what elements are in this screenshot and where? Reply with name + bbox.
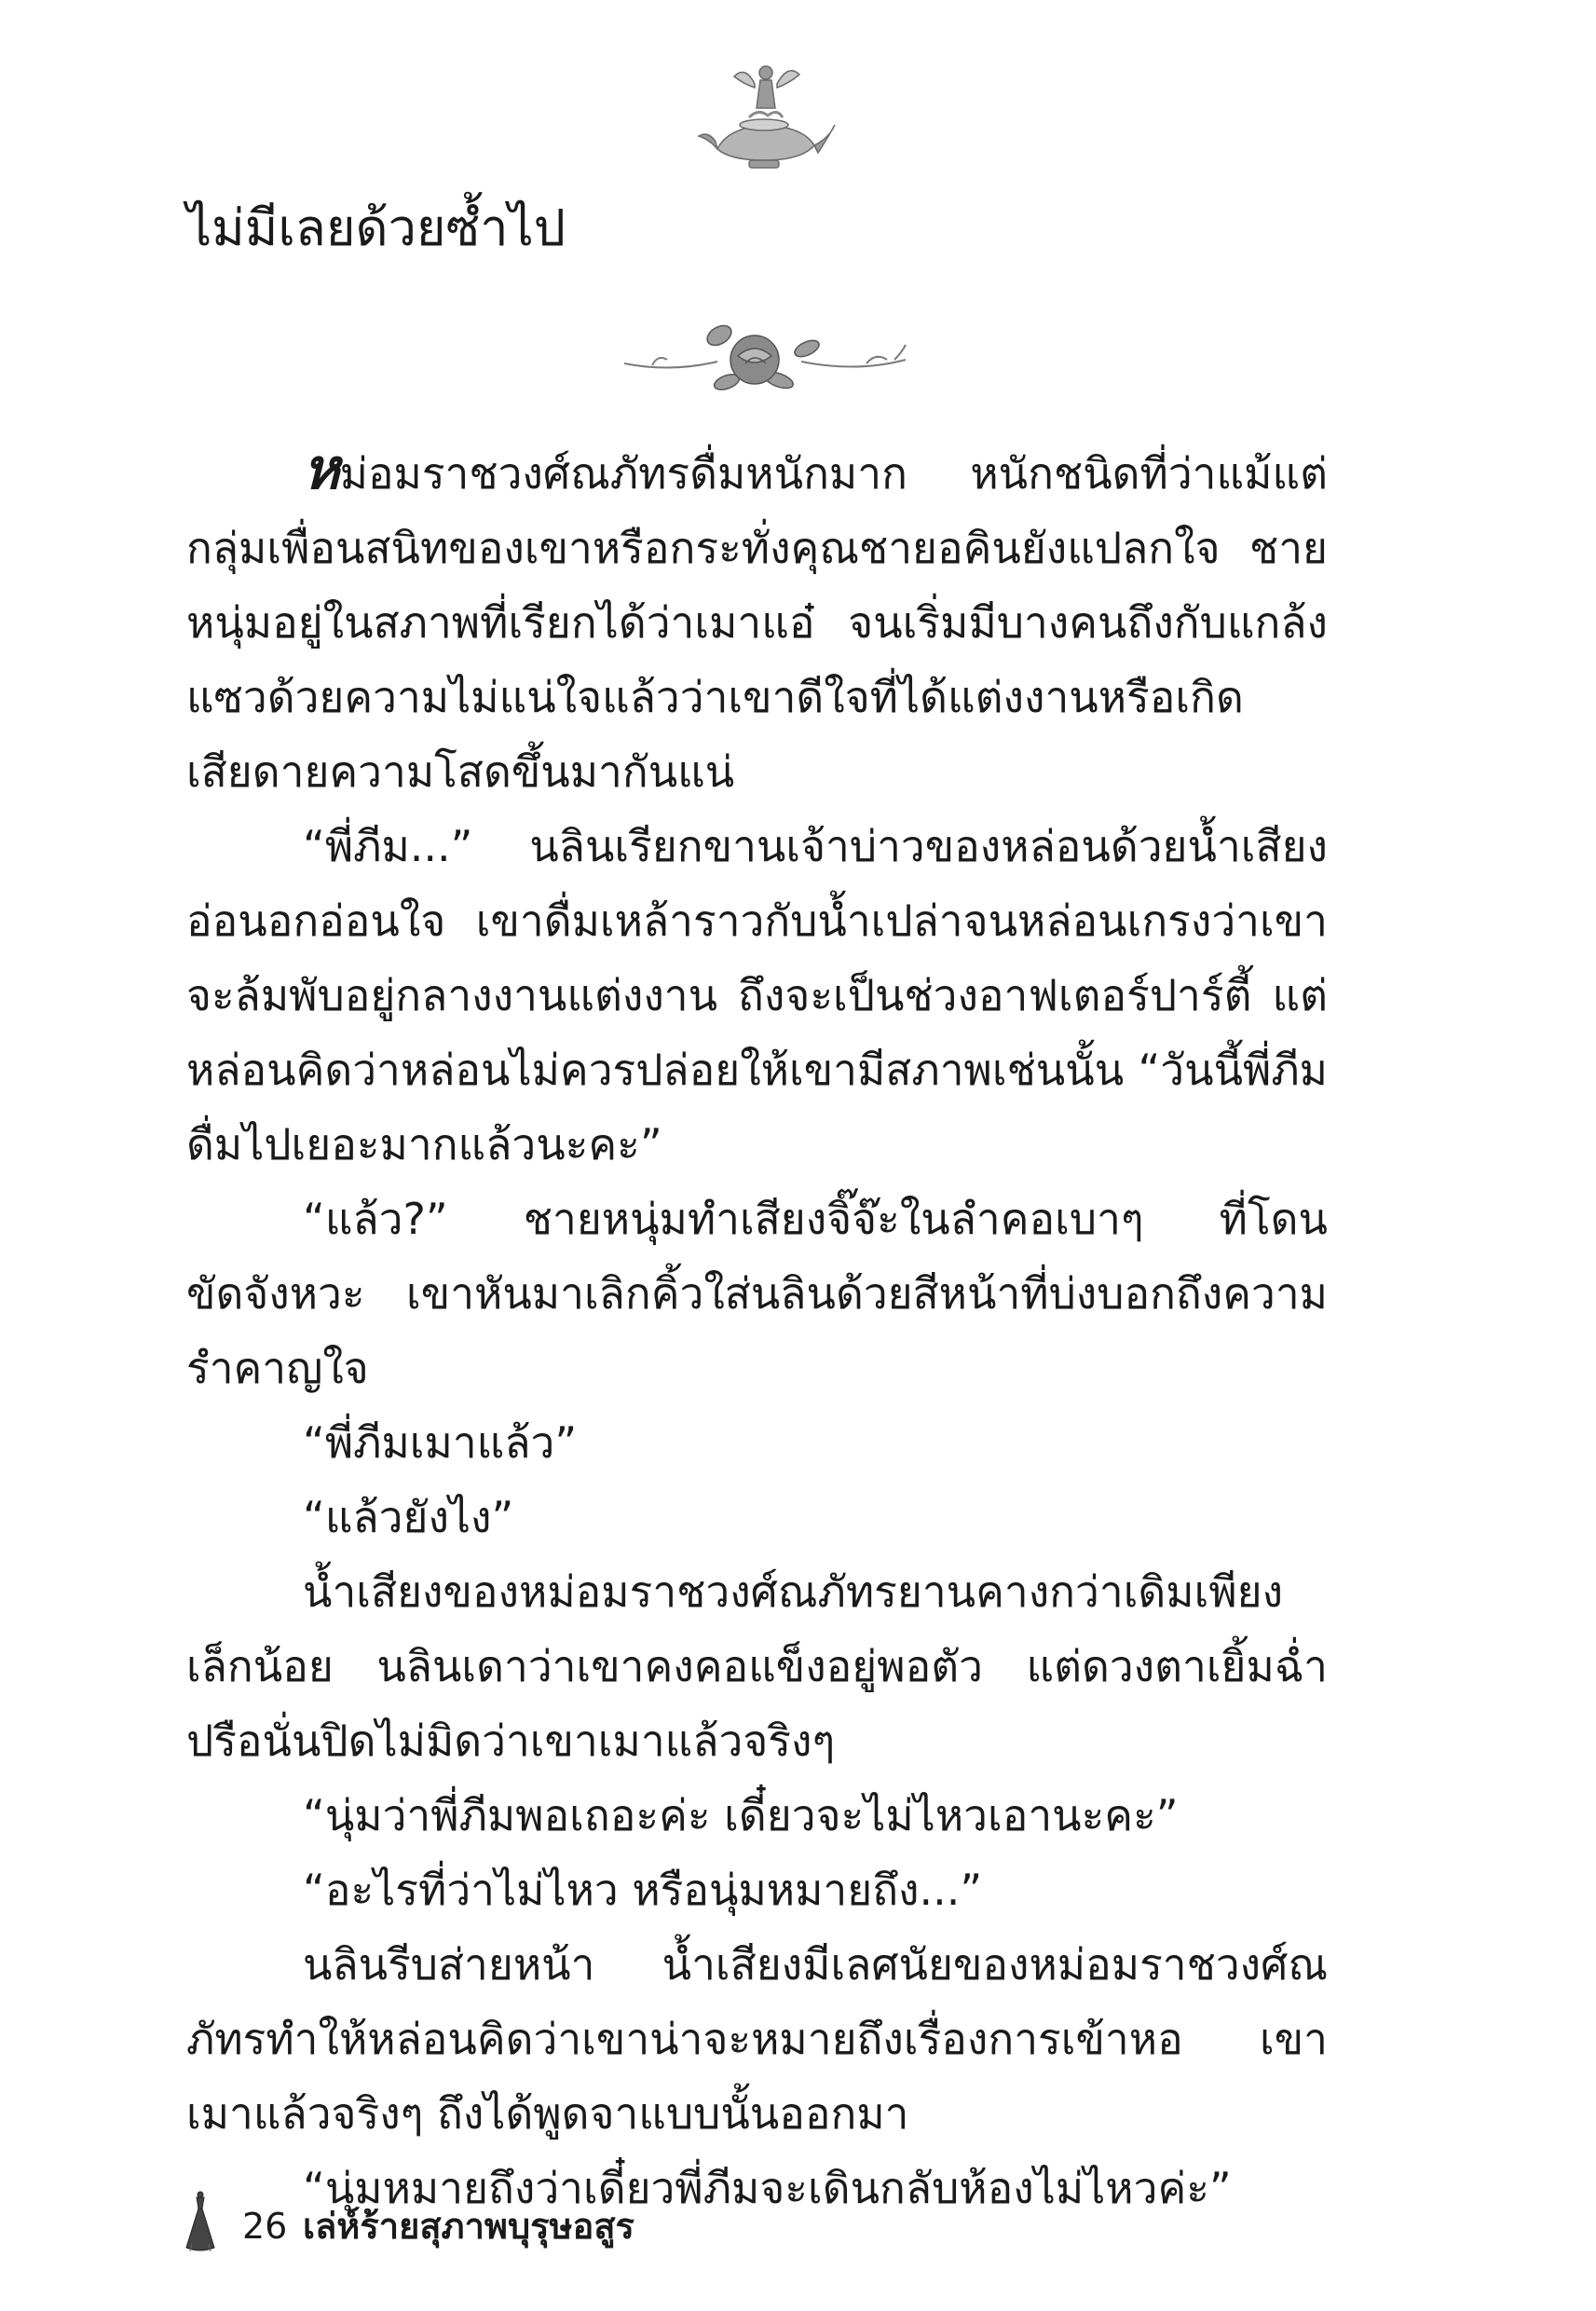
paragraph-5: “แล้วยังไง” bbox=[303, 1492, 514, 1542]
rose-vine-divider-icon bbox=[615, 308, 913, 410]
paragraph-1-text: ม่อมราชวงศ์ณภัทรดื่มหนักมาก หนักชนิดที่ว่าแม้แต่กลุ่มเพื่อนสนิทของเขาหรือกระทั่งคุณชายอคินยังแปลกใจ ชายหนุ่มอยู่ในสภาพที่เรียกได้ว่าเมาแอ๋ จนเริ่มมีบางคนถึงกับแกล้งแซวด้วยความไม่แน่ใจแล้วว่าเขาดีใจที่ได้แต่งงานหรือเกิดเสียดายความโสดขึ้นมากันแน่ bbox=[186, 448, 1328, 797]
paragraph-7: “นุ่มว่าพี่ภีมพอเถอะค่ะ เดี๋ยวจะไม่ไหวเอานะคะ” bbox=[303, 1790, 1179, 1840]
page-number: 26 bbox=[242, 2206, 288, 2247]
paragraph-10: “นุ่มหมายถึงว่าเดี๋ยวพี่ภีมจะเดินกลับห้องไม่ไหวค่ะ” bbox=[303, 2163, 1232, 2213]
paragraph-9: นลินรีบส่ายหน้า น้ำเสียงมีเลศนัยของหม่อมราชวงศ์ณภัทรทำให้หล่อนคิดว่าเขาน่าจะหมายถึงเรื่องการเข้าหอ เขาเมาแล้วจริงๆ ถึงได้พูดจาแบบนั้นออกมา bbox=[186, 1939, 1328, 2139]
dress-icon bbox=[177, 2190, 224, 2255]
drop-cap: ห bbox=[303, 437, 340, 502]
book-title: เล่ห์ร้ายสุภาพบุรุษอสูร bbox=[303, 2206, 634, 2247]
paragraph-6: น้ำเสียงของหม่อมราชวงศ์ณภัทรยานคางกว่าเดิมเพียงเล็กน้อย นลินเดาว่าเขาคงคอแข็งอยู่พอตัว แต่ดวงตาเยิ้มฉ่ำปรือนั่นปิดไม่มิดว่าเขาเมาแล้วจริงๆ bbox=[186, 1566, 1328, 1766]
paragraph-2: “พี่ภีม...” นลินเรียกขานเจ้าบ่าวของหล่อนด้วยน้ำเสียงอ่อนอกอ่อนใจ เขาดื่มเหล้าราวกับน้ำเปล่าจนหล่อนเกรงว่าเขาจะล้มพับอยู่กลางงานแต่งงาน ถึงจะเป็นช่วงอาฟเตอร์ปาร์ตี้ แต่หล่อนคิดว่าหล่อนไม่ควรปล่อยให้เขามีสภาพเช่นนั้น “วันนี้พี่ภีมดื่มไปเยอะมากแล้วนะคะ” bbox=[186, 821, 1328, 1169]
paragraph-1 bbox=[186, 436, 1328, 809]
page-footer bbox=[177, 2190, 829, 2255]
paragraph-4: “พี่ภีมเมาแล้ว” bbox=[303, 1417, 578, 1468]
paragraph-3: “แล้ว?” ชายหนุ่มทำเสียงจิ๊จ๊ะในลำคอเบาๆ ที่โดนขัดจังหวะ เขาหันมาเลิกคิ้วใส่นลินด้วยสีหน้าที่บ่งบอกถึงความรำคาญใจ bbox=[186, 1194, 1328, 1393]
opening-line: ไม่มีเลยด้วยซ้ำไป bbox=[186, 198, 566, 257]
body-text bbox=[186, 436, 1328, 2225]
paragraph-8: “อะไรที่ว่าไม่ไหว หรือนุ่มหมายถึง...” bbox=[303, 1865, 983, 1915]
genie-lamp-ornament-icon bbox=[689, 56, 839, 177]
